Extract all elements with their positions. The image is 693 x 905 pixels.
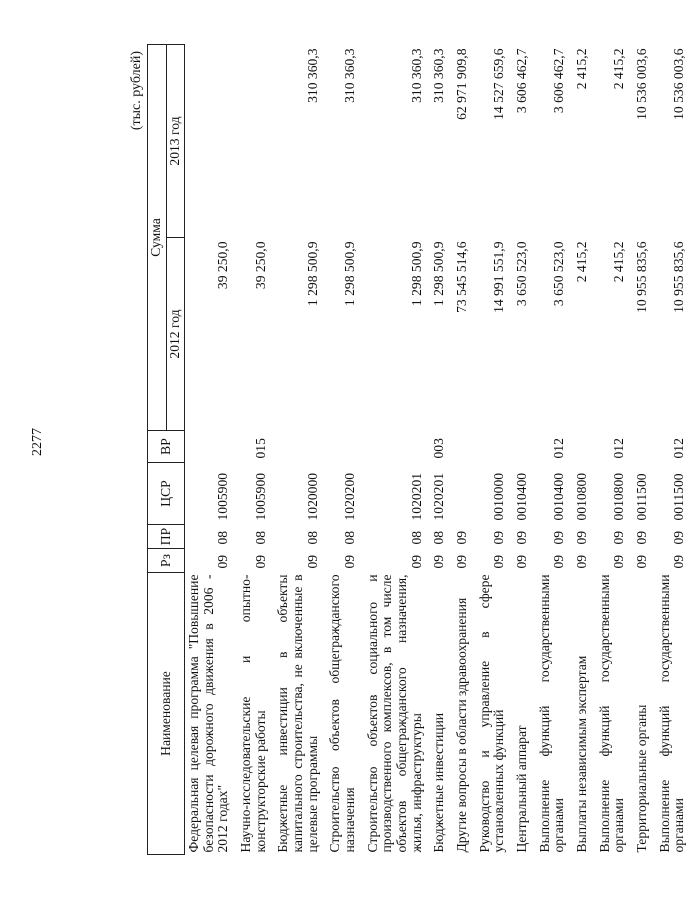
row-vr: 012 — [611, 438, 627, 459]
row-sum-2012: 3 650 523,0 — [551, 241, 567, 307]
rotated-page-content — [125, 45, 687, 855]
row-vr — [326, 431, 363, 463]
row-sum-2012: 3 650 523,0 — [514, 241, 530, 307]
row-name: Выполнение функций государственными органами — [536, 574, 567, 853]
row-vr — [476, 431, 513, 463]
row-csr: 1020000 — [304, 472, 320, 521]
row-sum-2012: 39 250,0 — [252, 241, 268, 290]
row-rz: 09 — [574, 554, 590, 569]
row-sum-2013: 3 606 462,7 — [551, 48, 567, 114]
row-rz: 09 — [304, 554, 320, 569]
row-sum-2013: 14 527 659,6 — [491, 48, 507, 120]
row-sum-2013: 2 415,2 — [574, 48, 590, 90]
table-row — [656, 45, 693, 855]
row-vr — [633, 431, 656, 463]
row-name: Научно-исследовательские и опытно-конструкторские работы — [238, 574, 268, 853]
page-number: 2277 — [30, 428, 45, 456]
row-pr: 08 — [304, 530, 320, 545]
row-name: Строительство объектов социального и производственного комплексов, в том числе объектов общегражданского назначения, жилья, инфраструктуры — [364, 574, 424, 853]
header-year-2013: 2013 год — [166, 45, 185, 238]
table-row — [596, 45, 633, 855]
row-vr — [274, 431, 326, 463]
row-csr: 0010800 — [611, 472, 627, 521]
row-csr: 1020201 — [431, 472, 447, 521]
row-vr — [573, 431, 596, 463]
budget-table — [147, 44, 693, 855]
row-vr: 012 — [551, 438, 567, 459]
row-csr: 0011500 — [671, 473, 687, 521]
table-row — [430, 45, 453, 855]
header-name: Наименование — [148, 573, 185, 855]
row-name: Выполнение функций государственными органами — [656, 574, 687, 853]
row-csr: 1005900 — [252, 472, 268, 521]
row-pr: 08 — [252, 530, 268, 545]
row-sum-2013: 62 971 909,8 — [454, 48, 470, 120]
row-name: Центральный аппарат — [514, 725, 530, 853]
row-sum-2012: 10 955 835,6 — [634, 241, 650, 313]
row-vr: 012 — [671, 438, 687, 459]
row-pr: 09 — [671, 530, 687, 545]
table-row — [573, 45, 596, 855]
row-rz: 09 — [671, 554, 687, 569]
row-sum-2012: 2 415,2 — [574, 241, 590, 283]
row-name: Выполнение функций государственными органами — [596, 574, 627, 853]
row-pr: 09 — [611, 530, 627, 545]
row-rz: 09 — [634, 554, 650, 569]
header-rz: Рз — [148, 549, 185, 573]
row-csr — [453, 463, 476, 525]
row-pr: 09 — [574, 530, 590, 545]
units-note: (тыс. рублей) — [129, 51, 144, 131]
row-name: Другие вопросы в области здравоохранения — [454, 597, 470, 853]
row-pr: 09 — [454, 530, 470, 545]
row-sum-2012: 73 545 514,6 — [454, 241, 470, 313]
table-header — [148, 45, 185, 855]
table-row — [476, 45, 513, 855]
table-row — [237, 45, 274, 855]
row-vr — [453, 431, 476, 463]
header-csr: ЦСР — [148, 463, 185, 525]
table-row — [536, 45, 573, 855]
table-body — [185, 45, 693, 855]
row-name: Бюджетные инвестиции в объекты капитального строительства, не включенные в целевые программы — [275, 574, 320, 853]
row-pr: 09 — [634, 530, 650, 545]
row-sum-2013: 10 536 003,6 — [671, 48, 687, 120]
row-pr: 09 — [491, 530, 507, 545]
header-year-2012: 2012 год — [166, 238, 185, 431]
row-vr: 015 — [252, 438, 268, 459]
table-row — [274, 45, 326, 855]
row-pr: 09 — [551, 530, 567, 545]
row-sum-2013: 310 360,3 — [342, 48, 358, 103]
row-rz: 09 — [454, 554, 470, 569]
row-pr: 08 — [215, 530, 231, 545]
row-csr: 1020200 — [342, 472, 358, 521]
row-name: Руководство и управление в сфере установленных функций — [476, 574, 507, 853]
table-row — [364, 45, 431, 855]
row-csr: 0010400 — [551, 472, 567, 521]
row-sum-2012: 39 250,0 — [215, 241, 231, 290]
table-row — [453, 45, 476, 855]
row-csr: 0010400 — [514, 472, 530, 521]
row-sum-2013 — [237, 45, 274, 238]
row-sum-2013: 310 360,3 — [408, 48, 424, 103]
header-pr: ПР — [148, 525, 185, 549]
row-sum-2012: 10 955 835,6 — [671, 241, 687, 313]
row-sum-2012: 1 298 500,9 — [431, 241, 447, 307]
row-sum-2012: 2 415,2 — [611, 241, 627, 283]
row-pr: 08 — [342, 530, 358, 545]
row-vr — [513, 431, 536, 463]
row-pr: 08 — [408, 530, 424, 545]
row-rz: 09 — [611, 554, 627, 569]
row-csr: 1005900 — [215, 472, 231, 521]
row-csr: 0011500 — [634, 473, 650, 521]
row-rz: 09 — [342, 554, 358, 569]
row-sum-2013: 2 415,2 — [611, 48, 627, 90]
row-name: Строительство объектов общегражданского назначения — [327, 574, 358, 853]
row-sum-2013: 10 536 003,6 — [634, 48, 650, 120]
header-vr: ВР — [148, 431, 185, 463]
row-sum-2012: 1 298 500,9 — [408, 241, 424, 307]
row-rz: 09 — [252, 554, 268, 569]
row-vr — [364, 431, 431, 463]
table-row — [633, 45, 656, 855]
row-pr: 08 — [431, 530, 447, 545]
row-sum-2012: 14 991 551,9 — [491, 241, 507, 313]
row-vr: 003 — [431, 438, 447, 459]
table-row — [326, 45, 363, 855]
row-sum-2013: 310 360,3 — [304, 48, 320, 103]
row-sum-2013: 3 606 462,7 — [514, 48, 530, 114]
row-name: Федеральная целевая программа "Повышение безопасности дорожного движения в 2006 - 2012 годах" — [186, 574, 231, 853]
row-sum-2013: 310 360,3 — [431, 48, 447, 103]
table-row — [185, 45, 238, 855]
row-sum-2012: 1 298 500,9 — [304, 241, 320, 307]
row-rz: 09 — [491, 554, 507, 569]
row-sum-2012: 1 298 500,9 — [342, 241, 358, 307]
header-sum: Сумма — [148, 45, 167, 431]
row-vr — [185, 431, 238, 463]
row-csr: 0010000 — [491, 472, 507, 521]
row-sum-2013 — [185, 45, 238, 238]
row-csr: 0010800 — [574, 472, 590, 521]
row-rz: 09 — [408, 554, 424, 569]
row-rz: 09 — [215, 554, 231, 569]
row-csr: 1020201 — [408, 472, 424, 521]
row-rz: 09 — [431, 554, 447, 569]
row-rz: 09 — [551, 554, 567, 569]
row-rz: 09 — [514, 554, 530, 569]
row-name: Бюджетные инвестиции — [431, 712, 447, 853]
table-row — [513, 45, 536, 855]
row-pr: 09 — [514, 530, 530, 545]
row-name: Территориальные органы — [634, 704, 650, 853]
row-name: Выплаты независимым экспертам — [574, 655, 590, 853]
